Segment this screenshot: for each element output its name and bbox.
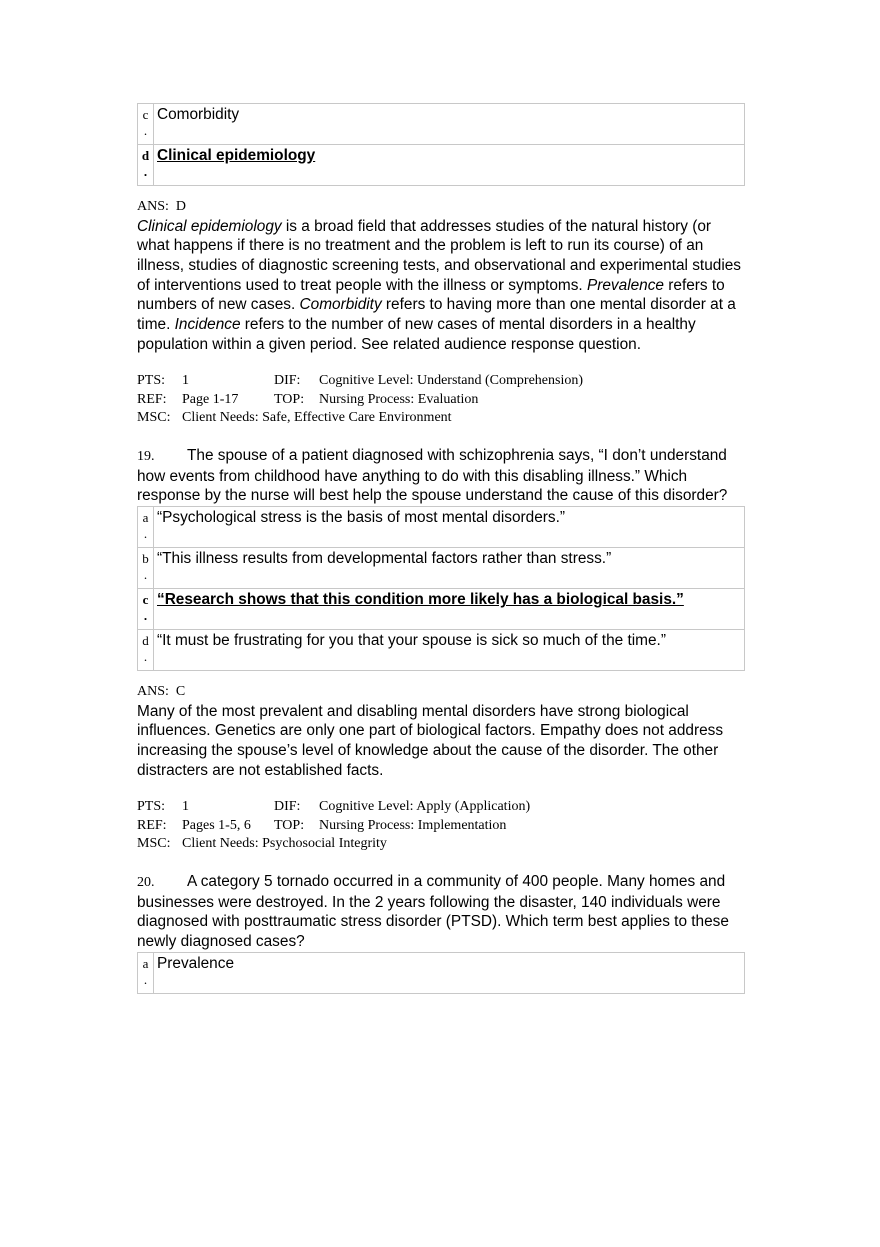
- question-metadata: PTS: 1 DIF: Cognitive Level: Understand (Comprehension) REF: Page 1-17 TOP: Nursing Process: Evaluation MSC: Client Needs: Safe, Effective Care Environment: [137, 373, 583, 426]
- option-text: “This illness results from developmental factors rather than stress.”: [154, 548, 745, 589]
- option-dot: .: [143, 164, 148, 179]
- answer-key: [137, 198, 745, 217]
- option-text-correct: Clinical epidemiology: [154, 145, 745, 186]
- option-text: “Psychological stress is the basis of most mental disorders.”: [154, 507, 745, 548]
- answer-options-q19: [137, 506, 745, 671]
- ans-label: ANS:: [137, 684, 169, 700]
- answer-key: [137, 683, 745, 702]
- answer-options-q20: [137, 952, 745, 994]
- rationale-q18: Clinical epidemiology is a broad field that addresses studies of the natural history (or what happens if there is no treatment and the problem is left to run its course) of an illness, studies of diagnostic screening tests, and observational and experimental studies of interventions used to treat people with the illness or symptoms. Prevalence refers to numbers of new cases. Comorbidity refers to having more than one mental disorder at a time. Incidence refers to the number of new cases of mental disorders in a healthy population within a given period. See related audience response question.: [137, 217, 741, 353]
- option-row[interactable]: c . “Research shows that this condition more likely has a biological basis.”: [138, 589, 745, 630]
- option-text: Prevalence: [154, 952, 745, 993]
- option-row[interactable]: [138, 145, 745, 186]
- option-row[interactable]: a . “Psychological stress is the basis of most mental disorders.”: [138, 507, 745, 548]
- option-letter: a: [142, 510, 149, 526]
- option-letter: d: [142, 633, 149, 649]
- option-letter: d: [141, 148, 150, 163]
- ans-value: C: [175, 684, 186, 700]
- option-dot: .: [143, 123, 148, 138]
- option-text: Comorbidity: [154, 104, 745, 145]
- option-row[interactable]: [138, 104, 745, 145]
- option-letter: c: [142, 107, 149, 122]
- question-metadata: PTS: 1 DIF: Cognitive Level: Apply (Application) REF: Pages 1-5, 6 TOP: Nursing Process: Implementation MSC: Client Needs: Psychosocial Integrity: [137, 799, 531, 852]
- option-letter: c: [142, 592, 149, 608]
- answer-options-q18: [137, 103, 745, 186]
- question-number: 19.: [137, 448, 155, 464]
- option-row[interactable]: b . “This illness results from developmental factors rather than stress.”: [138, 548, 745, 589]
- ans-label: ANS:: [137, 199, 169, 214]
- option-row[interactable]: a . Prevalence: [138, 952, 745, 993]
- question-number: 20.: [137, 874, 155, 890]
- rationale-q19: Many of the most prevalent and disabling mental disorders have strong biological influences. Genetics are only one part of biological factors. Empathy does not address increasing the spouse’s level of knowledge about the cause of the disorder. The other distracters are not established facts.: [137, 702, 724, 779]
- option-text: “It must be frustrating for you that your spouse is sick so much of the time.”: [154, 630, 745, 671]
- option-row[interactable]: d . “It must be frustrating for you that your spouse is sick so much of the time.”: [138, 630, 745, 671]
- option-text-correct: “Research shows that this condition more likely has a biological basis.”: [154, 589, 745, 630]
- ans-value: D: [175, 199, 187, 214]
- question-20-stem: 20. A category 5 tornado occurred in a community of 400 people. Many homes and businesses were destroyed. In the 2 years following the disaster, 140 individuals were diagnosed with posttraumatic stress disorder (PTSD). Which term best applies to these newly diagnosed cases?: [137, 872, 729, 950]
- question-19-stem: 19. The spouse of a patient diagnosed with schizophrenia says, “I don’t understand how events from childhood have anything to do with this disabling illness.” Which response by the nurse will best help the spouse understand the cause of this disorder?: [137, 446, 728, 505]
- option-letter: a: [142, 955, 149, 971]
- option-letter: b: [142, 551, 149, 567]
- document-page: [137, 103, 745, 994]
